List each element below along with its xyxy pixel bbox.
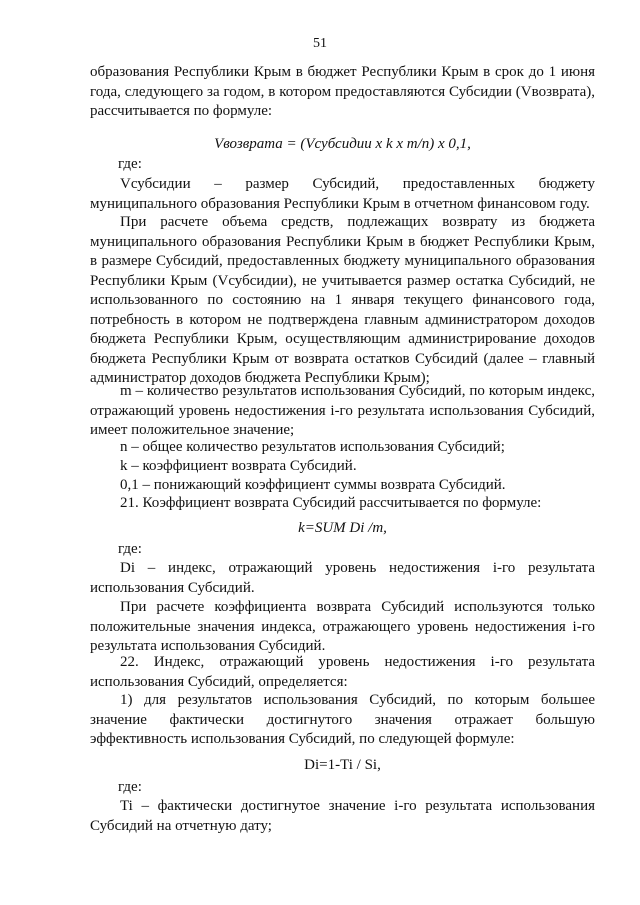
paragraph-intro: [90, 63, 595, 122]
where-text: где:: [118, 541, 142, 557]
definition-v-subsidy: [90, 175, 595, 214]
where-text: где:: [118, 779, 142, 795]
paragraph-calculation: [90, 213, 595, 389]
definition-text: m – количество результатов использования Субсидий, по которым индекс, отражающий уровень недостижения i-го результата использования Субсидий, имеет положительное значение;: [90, 383, 595, 438]
definition-ti: [90, 797, 595, 836]
paragraph-text: образования Республики Крым в бюджет Республики Крым в срок до 1 июня года, следующего за годом, в котором предоставляются Субсидии (Vвозврата), рассчитывается по формуле:: [90, 64, 595, 119]
formula-v-return: [90, 135, 595, 155]
item-22: [90, 653, 595, 692]
paragraph-text: При расчете коэффициента возврата Субсидий используются только положительные значения индекса, отражающего уровень недостижения i-го результата использования Субсидий.: [90, 599, 595, 654]
formula-text: k=SUM Di /m,: [298, 520, 387, 536]
definition-text: Vсубсидии – размер Субсидий, предоставленных бюджету муниципального образования Республики Крым в отчетном финансовом году.: [90, 176, 595, 212]
definition-0-1: [90, 476, 595, 496]
where-label-3: [90, 778, 595, 798]
formula-text: Di=1-Ti / Si,: [304, 757, 381, 773]
formula-k: [90, 519, 595, 539]
item-text: 22. Индекс, отражающий уровень недостижения i-го результата использования Субсидий, определяется:: [90, 654, 595, 690]
formula-di: [90, 756, 595, 776]
definition-text: 0,1 – понижающий коэффициент суммы возврата Субсидий.: [120, 477, 506, 493]
definition-n: [90, 438, 595, 458]
paragraph-positive-values: [90, 598, 595, 657]
where-label-1: [90, 155, 595, 175]
definition-k: [90, 457, 595, 477]
definition-text: Di – индекс, отражающий уровень недостижения i-го результата использования Субсидий.: [90, 560, 595, 596]
definition-text: Ti – фактически достигнутое значение i-го результата использования Субсидий на отчетную дату;: [90, 798, 595, 834]
definition-text: k – коэффициент возврата Субсидий.: [120, 458, 357, 474]
definition-text: n – общее количество результатов использования Субсидий;: [120, 439, 505, 455]
definition-di: [90, 559, 595, 598]
where-label-2: [90, 540, 595, 560]
item-text: 1) для результатов использования Субсидий, по которым большее значение фактически достигнутого значения отражает большую эффективность использования Субсидий, по следующей формуле:: [90, 692, 595, 747]
definition-m: [90, 382, 595, 441]
formula-text: Vвозврата = (Vсубсидии х k х m/n) х 0,1,: [214, 136, 471, 152]
where-text: где:: [118, 156, 142, 172]
item-21: [90, 494, 595, 514]
item-text: 21. Коэффициент возврата Субсидий рассчитывается по формуле:: [120, 495, 542, 511]
item-22-1: [90, 691, 595, 750]
paragraph-text: При расчете объема средств, подлежащих возврату из бюджета муниципального образования Республики Крым в бюджет Республики Крым, в размере Субсидий, предоставленных бюджету муниципального образования Республики Крым (Vсубсидии), не учитывается размер остатка Субсидий, не использованного по состоянию на 1 января текущего финансового года, потребность в котором не подтверждена главным администратором доходов бюджета Республики Крым, осуществляющим администрирование доходов бюджета Республики Крым от возврата остатков Субсидий (далее – главный администратор доходов бюджета Республики Крым);: [90, 214, 595, 386]
page-number: 51: [313, 36, 327, 51]
